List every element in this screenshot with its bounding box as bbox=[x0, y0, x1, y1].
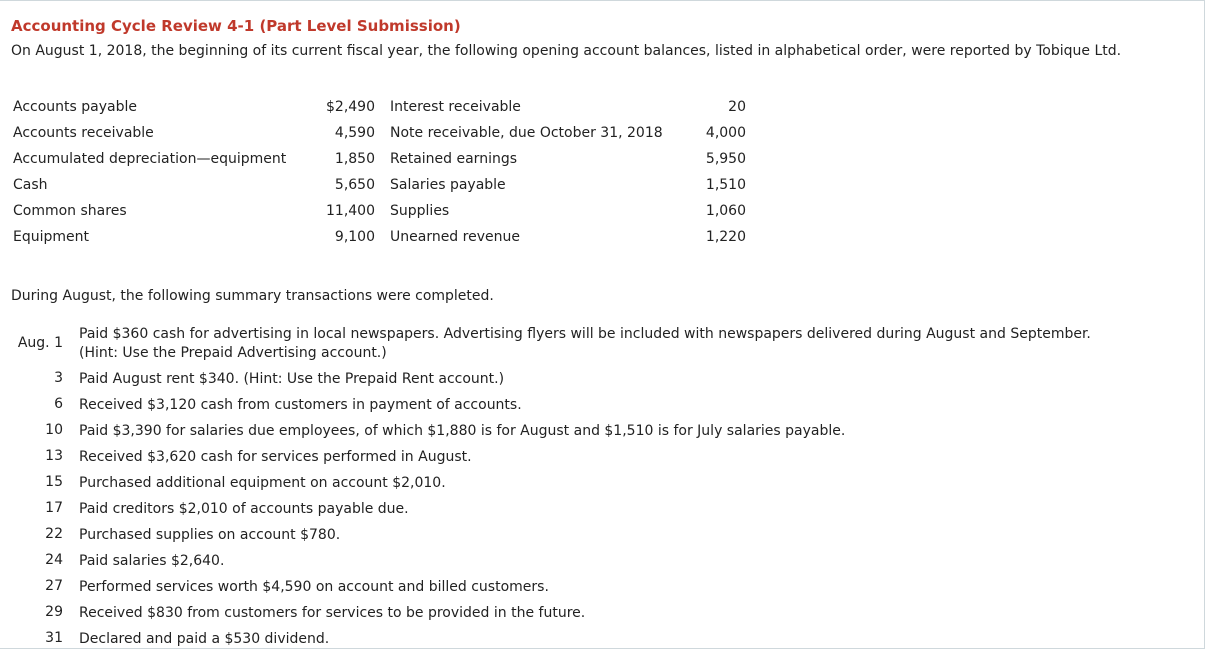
balance-account-label: Accounts payable bbox=[13, 99, 137, 115]
transaction-date: 24 bbox=[45, 552, 63, 568]
transaction-date: 29 bbox=[45, 604, 63, 620]
transaction-description: Paid salaries $2,640. bbox=[79, 553, 225, 569]
balance-account-label: Interest receivable bbox=[390, 99, 521, 115]
transaction-date: 15 bbox=[45, 474, 63, 490]
transaction-date: 31 bbox=[45, 630, 63, 646]
balance-account-label: Accumulated depreciation—equipment bbox=[13, 151, 287, 167]
transaction-description: Paid creditors $2,010 of accounts payable due. bbox=[79, 501, 409, 517]
transaction-description: Paid $360 cash for advertising in local newspapers. Advertising flyers will be included with newspapers delivered during August and September. bbox=[79, 326, 1091, 342]
transaction-date: 22 bbox=[45, 526, 63, 542]
balance-account-label: Salaries payable bbox=[390, 177, 506, 193]
transaction-description: Paid August rent $340. (Hint: Use the Prepaid Rent account.) bbox=[79, 371, 505, 387]
transaction-date: 13 bbox=[45, 448, 63, 464]
balance-amount: 1,060 bbox=[705, 203, 746, 219]
balance-amount: 11,400 bbox=[326, 203, 375, 219]
balance-account-label: Note receivable, due October 31, 2018 bbox=[390, 125, 663, 141]
transaction-date: 3 bbox=[54, 370, 63, 386]
transactions-heading: During August, the following summary transactions were completed. bbox=[11, 288, 494, 304]
balance-amount: 1,220 bbox=[705, 229, 746, 245]
transaction-date: 10 bbox=[45, 422, 63, 438]
balance-amount: $2,490 bbox=[326, 99, 375, 115]
balance-account-label: Cash bbox=[13, 177, 48, 193]
transaction-date: 27 bbox=[45, 578, 63, 594]
transaction-description: Purchased supplies on account $780. bbox=[79, 527, 341, 543]
balance-amount: 4,000 bbox=[705, 125, 746, 141]
page-title: Accounting Cycle Review 4-1 (Part Level Submission) bbox=[11, 17, 461, 35]
balance-amount: 5,650 bbox=[334, 177, 375, 193]
transaction-description: Paid $3,390 for salaries due employees, of which $1,880 is for August and $1,510 is for July salaries payable. bbox=[79, 423, 846, 439]
balance-account-label: Equipment bbox=[13, 229, 89, 245]
transaction-description: Received $3,620 cash for services performed in August. bbox=[79, 449, 472, 465]
balance-amount: 9,100 bbox=[334, 229, 375, 245]
balance-account-label: Common shares bbox=[13, 203, 127, 219]
transaction-date: 6 bbox=[54, 396, 63, 412]
balance-account-label: Retained earnings bbox=[390, 151, 518, 167]
balance-amount: 20 bbox=[728, 99, 746, 115]
transaction-description: Received $3,120 cash from customers in payment of accounts. bbox=[79, 397, 522, 413]
balance-account-label: Unearned revenue bbox=[390, 229, 520, 245]
transaction-description-hint: (Hint: Use the Prepaid Advertising account.) bbox=[79, 345, 387, 361]
transaction-description: Received $830 from customers for services to be provided in the future. bbox=[79, 605, 586, 621]
intro-paragraph: On August 1, 2018, the beginning of its current fiscal year, the following opening account balances, listed in alphabetical order, were reported by Tobique Ltd. bbox=[11, 43, 1122, 59]
transaction-date: 17 bbox=[45, 500, 63, 516]
balance-amount: 4,590 bbox=[334, 125, 375, 141]
transaction-description: Purchased additional equipment on account $2,010. bbox=[79, 475, 446, 491]
balance-account-label: Accounts receivable bbox=[13, 125, 154, 141]
balance-account-label: Supplies bbox=[390, 203, 450, 219]
transaction-description: Performed services worth $4,590 on account and billed customers. bbox=[79, 579, 549, 595]
transaction-description: Declared and paid a $530 dividend. bbox=[79, 631, 330, 647]
transaction-date: Aug. 1 bbox=[17, 335, 63, 351]
balance-amount: 1,510 bbox=[705, 177, 746, 193]
balance-amount: 1,850 bbox=[334, 151, 375, 167]
balance-amount: 5,950 bbox=[705, 151, 746, 167]
